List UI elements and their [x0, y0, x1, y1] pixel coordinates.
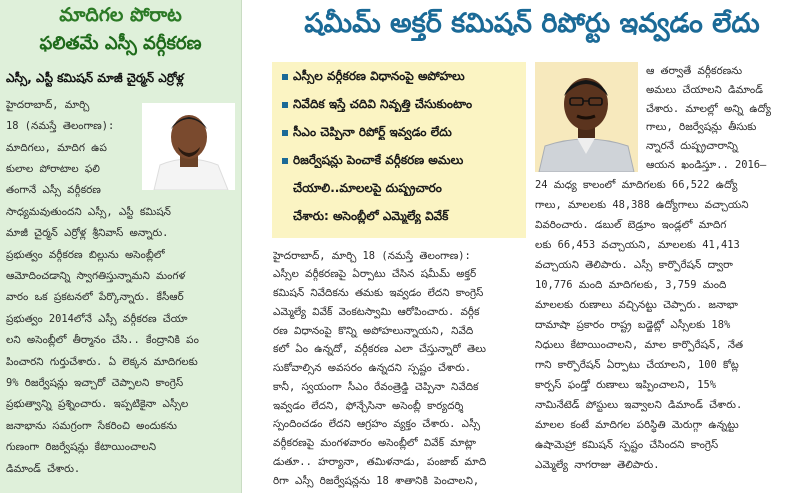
left-text-line: వారం ఒక ప్రకటనలో పేర్కొన్నారు. కేసీఆర్ [6, 291, 184, 303]
left-text-line: ప్రభుత్వం వర్గీకరణ బిల్లును అసెంబ్లీలో [6, 249, 165, 261]
right-article [264, 0, 800, 493]
article-text-line: వచ్చాయని తెలిపారు. ఎస్సీ కార్పొరేషన్ ద్వారా [535, 259, 733, 271]
left-text-line: జనాభాను సమగ్రంగా సేకరించి అందుకను [6, 420, 177, 432]
article-text-line: గాని కార్పొరేషన్ ఏర్పాటు చేయాలని, 100 కోట్ల [535, 359, 739, 371]
article-text-line: సుకోవాల్సిన అవసరం ఉన్నదని స్పష్టం చేశారు. [273, 362, 472, 374]
left-text-line: లని అసెంబ్లీలో తీర్మానం చేసి.. కేంద్రానికి పం [6, 334, 199, 346]
article-text-line: రిగా ఎస్సీ రిజర్వేషన్లను 18 శాతానికి పెంచాలని, [273, 475, 480, 487]
article-text-line: దామాషా ప్రకారం రాష్ట్ర బడ్జెట్లో ఎస్సీలకు 18% [535, 319, 731, 331]
bullet-square-icon [282, 74, 288, 80]
left-text-line: మాదిగలు, మాదిగ ఉప [6, 142, 107, 154]
left-text-line: పించారని గుర్తుచేశారు. ఏ లెక్కన మాదిగలకు [6, 356, 198, 368]
left-text-line: మాజీ చైర్మన్ ఎర్రోళ్ల శ్రీనివాస్ అన్నారు. [6, 227, 169, 239]
article-text-line: ఎస్సీల వర్గీకరణపై ఏర్పాటు చేసిన షమీమ్ అక్తర్ [273, 268, 477, 280]
left-text-line: ప్రభుత్వం 2014లోనే ఎస్సీ వర్గీకరణ చేయా [6, 313, 188, 325]
highlight-item: రిజర్వేషన్లు పెంచాకే వర్గీకరణ అమలు [282, 152, 522, 168]
article-text-line: మాలల కంటే మాదిగల పరిస్థితి మెరుగ్గా ఉన్నట్టు [535, 419, 739, 431]
photo-vivek-venkataswamy [535, 62, 638, 172]
article-text-line: మాలలకు రుణాలు వచ్చినట్టు చెప్పారు. జనాభా [535, 299, 738, 311]
article-text-line: చేశారు. మాలల్లో అన్ని ఉద్యో [646, 103, 772, 115]
article-text-line: ఇవ్వడం లేదని, ఫోన్చేసినా అసెంబ్లీ కార్యదర్శి [273, 400, 464, 412]
article-text-line: నామినేటెడ్ పోస్టులు ఇవ్వాలని డిమాండ్ చేశారు. [535, 399, 743, 411]
highlight-item: ఎస్సీల వర్గీకరణ విధానంపై అపోహలు [282, 68, 522, 84]
left-headline-line1: మాదిగల పోరాట [59, 4, 182, 26]
highlight-item: సీఎం చెప్పినా రిపోర్ట్ ఇవ్వడం లేదు [282, 124, 522, 140]
article-text-line: అమలు చేయాలని డిమాండ్ [646, 84, 763, 96]
left-text-line: హైదరాబాద్, మార్చి [6, 99, 90, 111]
article-text-line: వివరించారు. డబుల్ బెడ్రూం ఇండ్లలో మాదిగ [535, 219, 727, 231]
article-text-line: 10,776 మంది మాదిగలకు, 3,759 మంది [535, 279, 727, 291]
article-text-line: ఆ తర్వాతే వర్గీకరణను [646, 65, 743, 77]
left-text-line: కులాల పోరాటాల ఫలి [6, 163, 100, 175]
left-text-line: డిమాండ్ చేశారు. [6, 463, 81, 475]
photo-errolla-srinivas [142, 103, 235, 190]
article-text-line: రణ విధానంపై కొన్ని అపోహలున్నాయని, నివేది [273, 325, 474, 337]
article-text-line: ఆయన ఖండిస్తూ.. 2016– [646, 159, 767, 171]
article-text-line: కానీ, స్వయంగా సీఎం రేవంత్రెడ్డి చెప్పినా నివేదిక [273, 381, 479, 393]
article-text-line: న్నారనే దుష్ప్రచారాన్ని [646, 140, 738, 152]
article-text-line: కమిషన్ నివేదికను తమకు ఇవ్వడం లేదని కాంగ్రెస్ [273, 287, 484, 299]
left-text-line: ఆమోదించడాన్ని స్వాగతిస్తున్నామని మంగళ [6, 270, 186, 282]
article-text-line: ఎమ్మెల్యే నాగరాజు తెలిపారు. [535, 459, 660, 471]
article-text-line: హైదరాబాద్, మార్చి 18 (నమస్తే తెలంగాణ): [273, 250, 471, 262]
left-text-line: తంగానే ఎస్సీ వర్గీకరణ [6, 184, 101, 196]
left-text-line: 9% రిజర్వేషన్లు ఇచ్చారో చెప్పాలని కాంగ్రెస్ [6, 377, 184, 389]
article-text-line: కలో ఏం ఉన్నదో, వర్గీకరణ ఎలా చేస్తున్నారో తెలు [273, 343, 487, 355]
article-text-line: కార్పస్ ఫండ్తో రుణాలు ఇప్పించాలని, 15% [535, 379, 716, 391]
bullet-square-icon [282, 158, 288, 164]
left-clipping [0, 0, 242, 493]
left-subheadline: ఎస్సీ, ఎస్టీ కమిషన్ మాజీ చైర్మన్ ఎర్రోళ్ల [6, 71, 184, 85]
column-gutter [241, 0, 264, 493]
left-text-line: సాధ్యమవుతుందని ఎస్సీ, ఎస్టీ కమిషన్ [6, 206, 171, 218]
left-text-line: ప్రభుత్వాన్ని ప్రశ్నించారు. ఇప్పటికైనా ఎస్సీల [6, 398, 189, 410]
article-text-line: గాలు, మాలలకు 48,388 ఉద్యోగాలు వచ్చాయని [535, 199, 749, 211]
left-headline-line2: ఫలితమే ఎస్సీ వర్గీకరణ [39, 33, 202, 54]
highlights-box [272, 62, 526, 238]
article-text-line: 24 మధ్య కాలంలో మాదిగలకు 66,522 ఉద్యో [535, 179, 738, 191]
bullet-square-icon [282, 102, 288, 108]
left-text-line: గుణంగా రిజర్వేషన్లు కేటాయించాలని [6, 441, 157, 453]
highlight-item: నివేదిక ఇస్తే చదివి నివృత్తి చేసుకుంటాం [282, 96, 522, 112]
article-text-line: ఎమ్మెల్యే వివేక్ వెంకటస్వామి ఆరోపించారు. వర్గీక [273, 306, 480, 318]
article-text-line: లకు 66,453 వచ్చాయని, మాలలకు 41,413 [535, 239, 740, 251]
article-text-line: డుతూ.. హర్యానా, తమిళనాడు, పంజాబ్ మాది [273, 456, 487, 468]
left-text-line: 18 (నమస్తే తెలంగాణ): [6, 120, 115, 132]
highlight-item-continuation: చేయాలి..మాలలపై దుష్ప్రచారం [293, 181, 442, 195]
article-text-line: స్పందించడం లేదని ఆగ్రహం వ్యక్తం చేశారు. ఎస్సీ [273, 418, 481, 430]
highlight-item-continuation: చేశారు: అసెంబ్లీలో ఎమ్మెల్యే వివేక్ [293, 209, 449, 223]
article-text-line: ఉషామెహ్రా కమిషన్ స్పష్టం చేసిందని కాంగ్రెస్ [535, 439, 719, 451]
article-text-line: గాలు, రిజర్వేషన్లు తీసుకు [646, 121, 757, 133]
bullet-square-icon [282, 130, 288, 136]
article-text-line: వర్గీకరణపై మంగళవారం అసెంబ్లీలో వివేక్ మాట్లా [273, 437, 476, 449]
main-headline: షమీమ్ అక్తర్ కమిషన్ రిపోర్టు ఇవ్వడం లేదు [304, 8, 760, 39]
article-text-line: నిధులు కేటాయించాలని, మాల కార్పొరేషన్, నేత [535, 339, 744, 351]
